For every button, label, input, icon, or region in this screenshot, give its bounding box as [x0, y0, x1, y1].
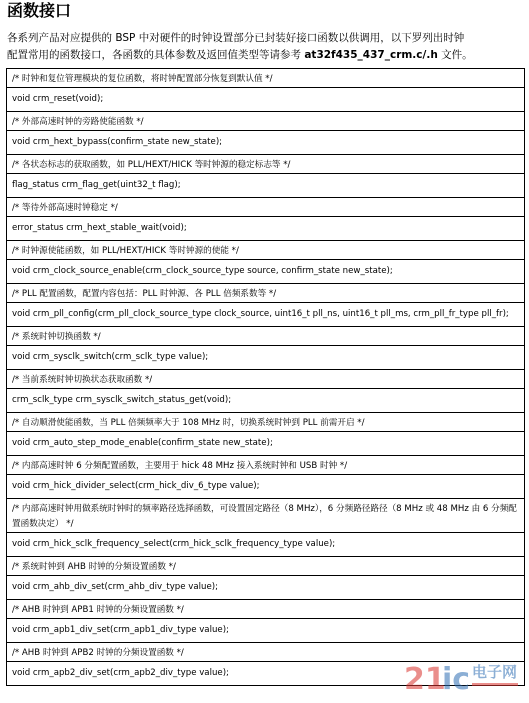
intro-line-2	[7, 47, 524, 64]
watermark-ic: ic	[442, 662, 471, 697]
table-row	[7, 327, 524, 370]
function-comment: /* 外部高速时钟的旁路使能函数 */	[7, 112, 524, 131]
function-signature: void crm_sysclk_switch(crm_sclk_type value);	[12, 352, 209, 362]
table-row	[7, 557, 524, 600]
table-row	[7, 370, 524, 413]
table-row	[7, 413, 524, 456]
table-row	[7, 284, 524, 327]
function-signature: void crm_auto_step_mode_enable(confirm_state new_state);	[12, 438, 273, 448]
table-row	[7, 643, 524, 686]
function-signature: error_status crm_hext_stable_wait(void);	[12, 223, 187, 233]
intro-file-reference: at32f435_437_crm.c/.h	[304, 49, 438, 61]
function-interface-table	[6, 68, 525, 686]
function-comment: /* 内部高速时钟 6 分频配置函数，主要用于 hick 48 MHz 接入系统时钟和 USB 时钟 */	[7, 456, 524, 475]
function-comment: /* 内部高速时钟用做系统时钟时的频率路径选择函数，可设置固定路径（8 MHz），6 分频路径路径（8 MHz 或 48 MHz 由 6 分频配置函数决定） */	[7, 499, 524, 533]
function-comment: /* 当前系统时钟切换状态获取函数 */	[7, 370, 524, 389]
function-signature: crm_sclk_type crm_sysclk_switch_status_get(void);	[12, 395, 232, 405]
function-comment: /* AHB 时钟到 APB1 时钟的分频设置函数 */	[7, 600, 524, 619]
function-signature: void crm_hick_sclk_frequency_select(crm_hick_sclk_frequency_type value);	[12, 539, 336, 549]
table-row	[7, 499, 524, 557]
function-signature: void crm_clock_source_enable(crm_clock_source_type source, confirm_state new_state);	[12, 266, 393, 276]
watermark-21: 21	[404, 662, 446, 697]
intro-paragraph	[7, 30, 524, 64]
watermark-cn: 电子网	[472, 663, 518, 681]
function-signature: void crm_apb2_div_set(crm_apb2_div_type value);	[12, 668, 229, 678]
function-signature: void crm_apb1_div_set(crm_apb1_div_type value);	[12, 625, 229, 635]
function-signature: void crm_pll_config(crm_pll_clock_source_type clock_source, uint16_t pll_ns, uint16_t pll_ms, crm_pll_fr_type pll_fr);	[12, 309, 509, 319]
intro-line-1: 各系列产品对应提供的 BSP 中对硬件的时钟设置部分已封装好接口函数以供调用，以下罗列出时钟	[7, 32, 465, 44]
table-row	[7, 600, 524, 643]
intro-line-2-prefix: 配置常用的函数接口，各函数的具体参数及返回值类型等请参考	[7, 49, 305, 61]
intro-line-2-suffix: 文件。	[437, 49, 473, 61]
table-row	[7, 155, 524, 198]
function-comment: /* 时钟源使能函数，如 PLL/HEXT/HICK 等时钟源的使能 */	[7, 241, 524, 260]
table-row	[7, 241, 524, 284]
table-row	[7, 456, 524, 499]
table-row	[7, 69, 524, 112]
function-comment: /* 时钟和复位管理模块的复位函数，将时钟配置部分恢复到默认值 */	[7, 69, 524, 88]
function-comment: /* 系统时钟到 AHB 时钟的分频设置函数 */	[7, 557, 524, 576]
function-comment: /* PLL 配置函数，配置内容包括：PLL 时钟源、各 PLL 倍频系数等 */	[7, 284, 524, 303]
function-comment: /* 自动顺滑使能函数，当 PLL 倍频频率大于 108 MHz 时，切换系统时钟到 PLL 前需开启 */	[7, 413, 524, 432]
function-comment: /* 等待外部高速时钟稳定 */	[7, 198, 524, 217]
section-heading: 函数接口	[7, 1, 72, 20]
function-signature: void crm_hick_divider_select(crm_hick_div_6_type value);	[12, 481, 260, 491]
function-signature: void crm_ahb_div_set(crm_ahb_div_type value);	[12, 582, 218, 592]
function-signature: void crm_hext_bypass(confirm_state new_state);	[12, 137, 223, 147]
table-row	[7, 112, 524, 155]
function-comment: /* 各状态标志的获取函数，如 PLL/HEXT/HICK 等时钟源的稳定标志等 */	[7, 155, 524, 174]
function-signature: flag_status crm_flag_get(uint32_t flag);	[12, 180, 181, 190]
function-comment: /* AHB 时钟到 APB2 时钟的分频设置函数 */	[7, 643, 524, 662]
function-comment: /* 系统时钟切换函数 */	[7, 327, 524, 346]
function-signature: void crm_reset(void);	[12, 94, 104, 104]
table-row	[7, 198, 524, 241]
